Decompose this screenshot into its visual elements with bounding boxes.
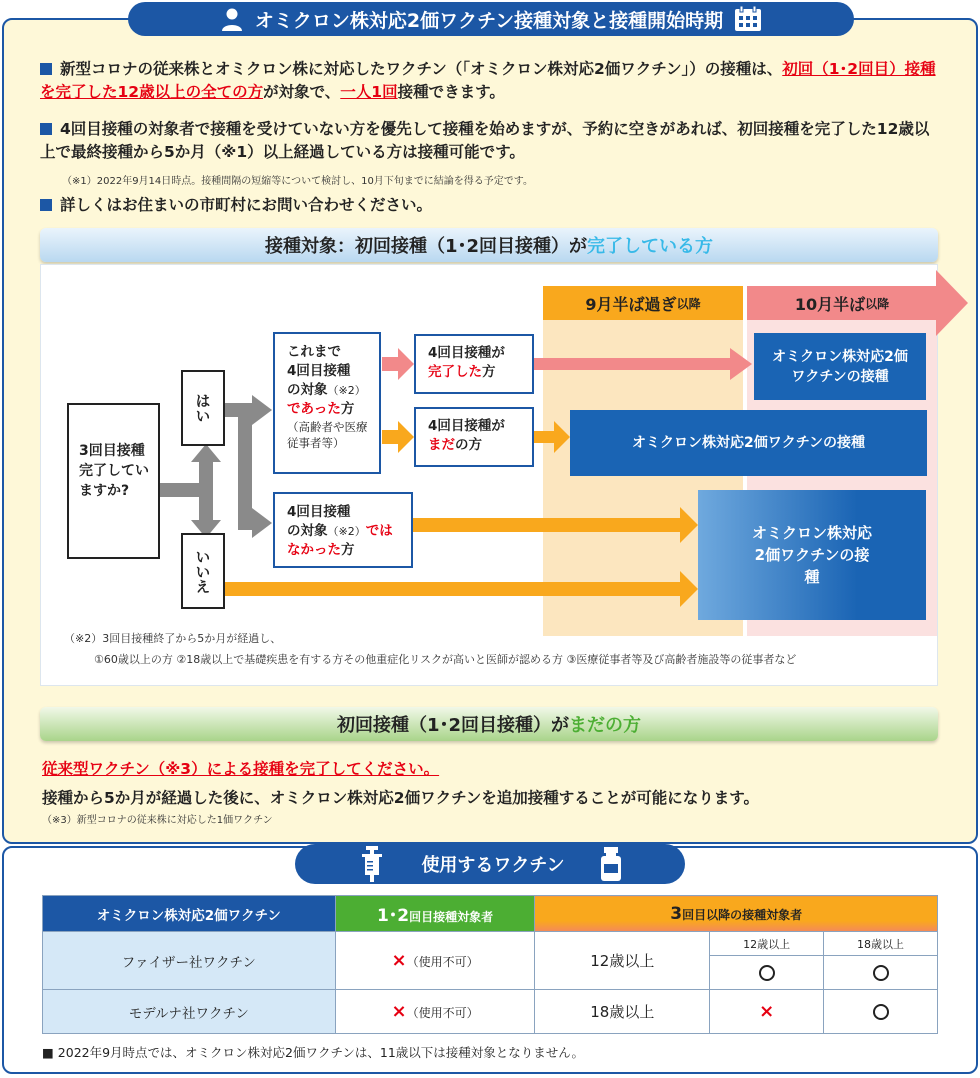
first-dose-title-bar (40, 707, 938, 741)
th-third-dose (535, 896, 938, 932)
row-pfizer-age: 12歳以上 (535, 932, 710, 990)
row-moderna-name: モデルナ社ワクチン (43, 990, 336, 1034)
row-pfizer-name: ファイザー社ワクチン (43, 932, 336, 990)
header-september-main: 9月半ば過ぎ (585, 294, 677, 314)
note-2-line1: （※2）3回目接種終了から5か月が経過し、 (64, 632, 282, 645)
header-october-sub: 以降 (865, 296, 890, 311)
bullet-2-text: 4回目接種の対象者で接種を受けていない方を優先して接種を始めますが、予約に空きがあれば、初回接種を完了した12歳以上で最終接種から5か月（※1）以上経過している方は接種可能です。 (40, 120, 930, 161)
row-pfizer-first (335, 932, 535, 990)
row-pfizer-18 (824, 956, 938, 990)
circle-icon (759, 965, 775, 981)
box-prior-line1: これまで (287, 344, 341, 360)
box-not-target-highlight2: なかった (287, 542, 341, 558)
bullet-1-highlight: 初回（1･2回目）接種を完了した12歳以上の全ての方 (40, 60, 936, 101)
bullet-1-text2: が対象で、 (263, 83, 341, 101)
box-prior-examples: （高齢者や医療従事者等） (287, 420, 368, 450)
th-third-dose-rest: 回目以降の接種対象者 (682, 907, 803, 922)
box-prior-line2: 4回目接種 (287, 363, 351, 379)
question-box: 3回目接種完了していますか? (67, 403, 160, 559)
note-2-line2: ①60歳以上の方 ②18歳以上で基礎疾患を有する方その他重症化リスクが高いと医師が認める方 ③医療従事者等及び高齢者施設等の従事者など (94, 653, 797, 666)
vaccine-header-title: 使用するワクチン (421, 855, 565, 876)
box-notyet-highlight: まだ (428, 437, 455, 453)
box-not-target-line2: の対象 (287, 523, 328, 539)
row-pfizer-first-text: （使用不可） (406, 955, 479, 969)
cross-icon: × (391, 950, 407, 971)
note-3: （※3）新型コロナの従来株に対応した1価ワクチン (42, 815, 273, 826)
row-pfizer-12 (710, 956, 824, 990)
no-label: いいえ (193, 548, 212, 594)
first-dose-red-line: 従来型ワクチン（※3）による接種を完了してください。 (42, 760, 440, 778)
box-not-target (273, 492, 413, 568)
bottom-note: ■ 2022年9月時点では、オミクロン株対応2価ワクチンは、11歳以下は接種対象となりません。 (42, 1045, 585, 1060)
bullet-1-text: 新型コロナの従来株とオミクロン株に対応したワクチン（「オミクロン株対応2価ワクチン」）の接種は、 (60, 60, 783, 78)
circle-icon (873, 965, 889, 981)
row-moderna-age: 18歳以上 (535, 990, 710, 1034)
header-october-main: 10月半ば (794, 294, 866, 314)
th-third-dose-num: 3 (670, 903, 683, 924)
box-notyet-line1: 4回目接種が (428, 418, 505, 434)
sub-header-12: 12歳以上 (710, 932, 824, 956)
vaccine-table (42, 895, 938, 1034)
vaccine-box-large: オミクロン株対応2価ワクチンの接種 (698, 490, 926, 620)
bullet-1-highlight2: 一人1回 (340, 83, 398, 101)
bullet-1-text3: 接種できます。 (397, 83, 505, 101)
first-dose-body: 接種から5か月が経過した後に、オミクロン株対応2価ワクチンを追加接種することが可能になります。 (42, 789, 760, 807)
yes-label-box (181, 370, 225, 446)
th-first-dose (335, 896, 535, 932)
sub-header-18: 18歳以上 (824, 932, 938, 956)
vaccine-box-september: オミクロン株対応2価ワクチンの接種 (570, 410, 927, 476)
box-not-target-line3: 方 (341, 542, 355, 558)
target-title-text: 接種対象：初回接種（1･2回目接種）が (264, 236, 588, 257)
box-prior-line4: 方 (340, 401, 355, 417)
header-title: オミクロン株対応2価ワクチン接種対象と接種開始時期 (254, 9, 724, 32)
box-notyet-line2: の方 (455, 437, 482, 453)
box-prior-note-ref: （※2） (327, 384, 366, 397)
row-moderna-first (335, 990, 535, 1034)
box-fourth-done (414, 334, 534, 394)
box-done-line2: 方 (482, 364, 496, 380)
no-label-box (181, 533, 225, 609)
th-first-dose-num: 1･2 (376, 906, 410, 926)
box-prior-target (273, 332, 381, 474)
box-fourth-notyet (414, 407, 534, 467)
row-moderna-first-text: （使用不可） (406, 1006, 479, 1020)
box-not-target-highlight: では (365, 523, 393, 539)
yes-label: はい (193, 393, 212, 423)
header-september-sub: 以降 (676, 296, 701, 311)
vaccine-box-october: オミクロン株対応2価ワクチンの接種 (754, 333, 926, 400)
th-vaccine-name: オミクロン株対応2価ワクチン (43, 896, 336, 932)
box-not-target-line1: 4回目接種 (287, 504, 351, 520)
cross-icon: × (759, 1001, 775, 1022)
target-title-highlight: 完了している方 (587, 236, 714, 257)
row-moderna-12 (710, 990, 824, 1034)
box-done-highlight: 完了した (428, 364, 482, 380)
vaccine-header (295, 844, 685, 884)
box-prior-line3: の対象 (287, 382, 328, 398)
note-1: （※1）2022年9月14日時点。接種間隔の短縮等について検討し、10月下旬までに結論を得る予定です。 (62, 176, 534, 187)
row-moderna-18 (824, 990, 938, 1034)
first-dose-title-text: 初回接種（1･2回目接種）が (336, 715, 570, 736)
box-prior-highlight: であった (287, 401, 341, 417)
box-done-line1: 4回目接種が (428, 345, 505, 361)
syringe-icon (357, 845, 387, 883)
bullet-3-text: 詳しくはお住まいの市町村にお問い合わせください。 (60, 196, 433, 214)
box-not-target-note-ref: （※2） (327, 525, 366, 538)
first-dose-title-highlight: まだの方 (569, 715, 642, 736)
circle-icon (873, 1004, 889, 1020)
vial-icon (599, 846, 623, 882)
cross-icon: × (391, 1001, 407, 1022)
th-first-dose-rest: 回目接種対象者 (409, 910, 494, 924)
